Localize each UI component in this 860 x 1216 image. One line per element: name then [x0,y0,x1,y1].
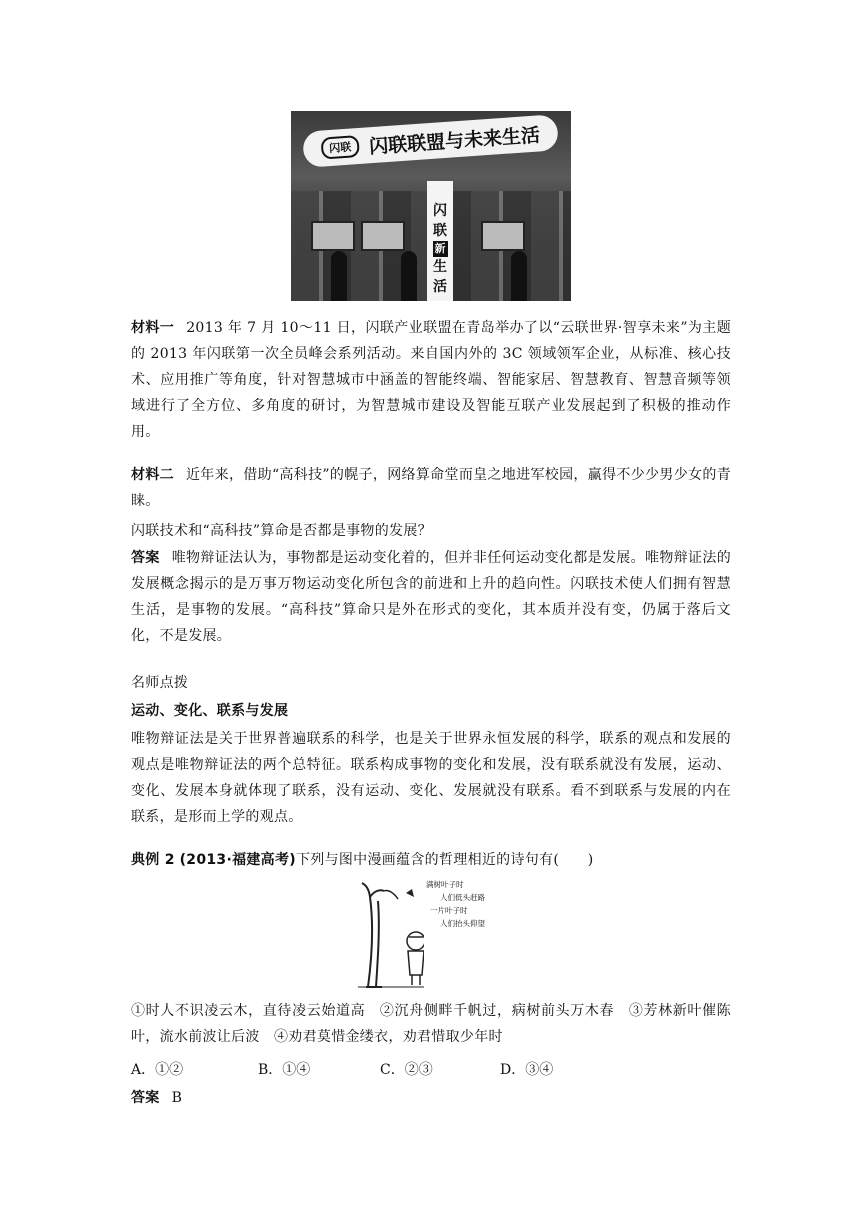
final-answer-value: B [171,1090,183,1106]
tips-heading: 名师点拨 [131,675,189,691]
material-one [131,315,731,445]
visitor-silhouette [331,251,347,301]
example-label: 典例 2 [131,852,175,868]
example-source: (2013·福建高考) [179,852,296,868]
pillar-char: 联 [433,223,447,239]
cartoon-caption: 一片叶子时 [430,906,468,915]
banner-logo: 闪联 [320,135,359,160]
banner-text: 闪联联盟与未来生活 [368,123,541,158]
material-two-label: 材料二 [131,467,174,483]
option-c: C．②③ [380,1062,433,1078]
cartoon-caption: 人们抬头仰望 [440,919,485,928]
answer-label: 答案 [131,550,160,566]
final-answer-label: 答案 [131,1090,160,1106]
final-answer [131,1085,731,1111]
booth-banner [302,114,559,168]
option-a: A．①② [131,1062,184,1078]
material-one-text: 2013 年 7 月 10～11 日，闪联产业联盟在青岛举办了以“云联世界·智享未来”为主题的 2013 年闪联第一次全员峰会系列活动。来自国内外的 3C 领域领军企业，从标准、核心技术、应用推广等角度，针对智慧城市中涵盖的智能终端、智能家居、智慧教育、智慧音频等领域进行了全方位、多角度的研讨，为智慧城市建设及智能互联产业发展起到了积极的推动作用。 [131,320,731,440]
answer-text: 唯物辩证法认为，事物都是运动变化着的，但并非任何运动变化都是发展。唯物辩证法的发展概念揭示的是万事万物运动变化所包含的前进和上升的趋向性。闪联技术使人们拥有智慧生活，是事物的发展。“高科技”算命只是外在形式的变化，其本质并没有变，仍属于落后文化，不是发展。 [131,550,731,644]
poem-statements: ①时人不识凌云木，直待凌云始道高 ②沉舟侧畔千帆过，病树前头万木春 ③芳林新叶催陈叶，流水前波让后波 ④劝君莫惜金缕衣，劝君惜取少年时 [131,1003,731,1045]
section-title: 运动、变化、联系与发展 [131,703,289,719]
example-text: 下列与图中漫画蕴含的哲理相近的诗句有( ) [295,852,594,868]
cartoon-illustration [354,877,500,989]
pillar-char: 闪 [433,203,447,219]
booth-photo [291,111,571,301]
pillar-char: 活 [433,279,447,295]
option-d: D．③④ [500,1062,554,1078]
display-screen [481,221,525,251]
material-two-text: 近年来，借助“高科技”的幌子，网络算命堂而皇之地进军校园，赢得不少少男少女的青睐。 [131,467,731,509]
material-one-label: 材料一 [131,320,175,336]
cartoon-caption: 人们低头赶路 [440,893,485,902]
answer-options [131,1058,731,1082]
section-text: 唯物辩证法是关于世界普遍联系的科学，也是关于世界永恒发展的科学，联系的观点和发展的观点是唯物辩证法的两个总特征。联系构成事物的变化和发展，没有联系就没有发展，运动、变化、发展本身就体现了联系，没有运动、变化、发展就没有联系。看不到联系与发展的内在联系，是形而上学的观点。 [131,731,731,825]
booth-pillar-sign [427,181,453,301]
material-two [131,462,731,514]
example-question [131,847,731,873]
answer-block [131,545,731,649]
pillar-char: 新 [434,242,446,255]
pillar-char: 生 [433,259,447,275]
option-b: B．①④ [258,1062,311,1078]
cartoon-caption: 满树叶子时 [426,880,464,889]
question-text: 闪联技术和“高科技”算命是否都是事物的发展？ [131,523,432,539]
visitor-silhouette [511,251,527,301]
display-screen [361,221,405,251]
tree-and-person-drawing [354,877,424,989]
visitor-silhouette [401,251,417,301]
display-screen [311,221,355,251]
